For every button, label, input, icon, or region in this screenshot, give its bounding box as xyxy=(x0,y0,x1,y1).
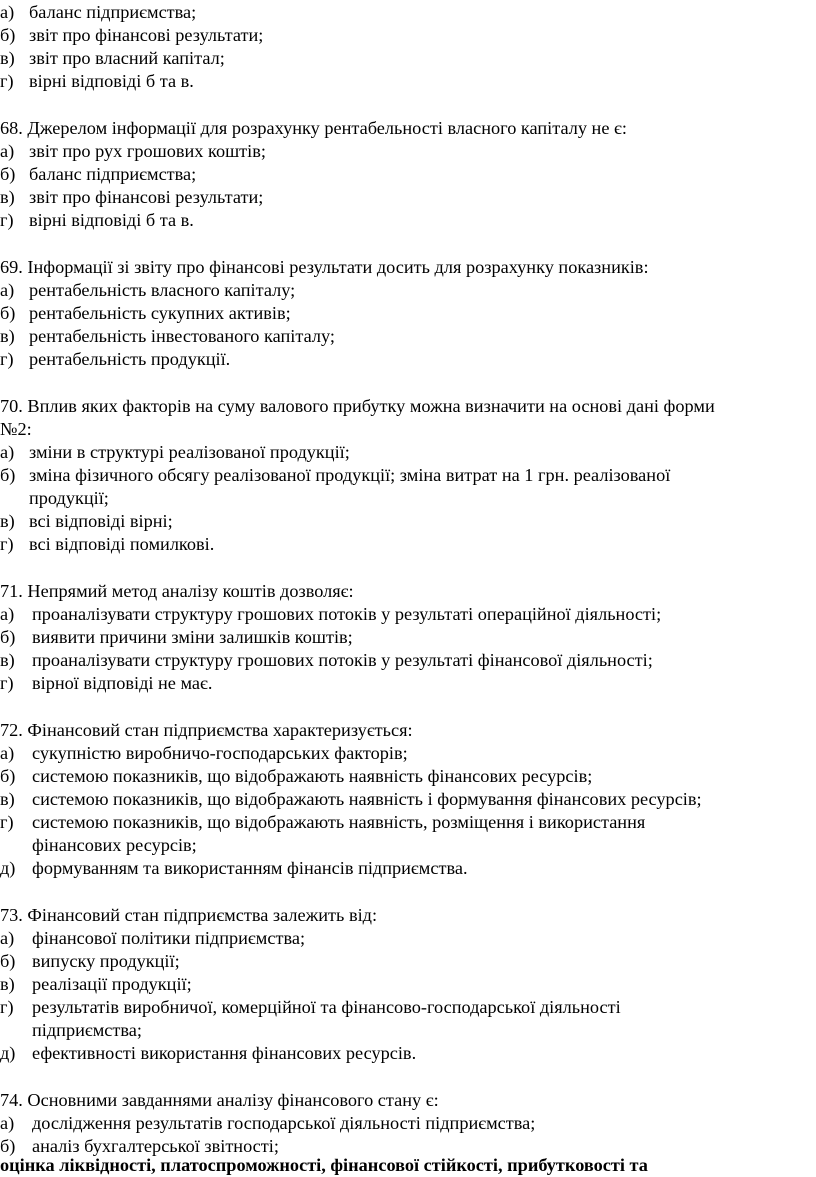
question-68: 68. Джерелом інформації для розрахунку рентабельності власного капіталу не є: xyxy=(0,118,627,138)
question-69: 69. Інформації зі звіту про фінансові результати досить для розрахунку показників: xyxy=(0,257,649,277)
question-72: 72. Фінансовий стан підприємства характеризується: xyxy=(0,720,413,740)
question-70-continued: №2: xyxy=(0,419,32,439)
question-70: 70. Вплив яких факторів на суму валового прибутку можна визначити на основі дані форми xyxy=(0,396,715,416)
option-c-bold: оцінка ліквідності, платоспроможності, фінансової стійкості, прибутковості та xyxy=(0,1155,648,1175)
question-74: 74. Основними завданнями аналізу фінансового стану є: xyxy=(0,1090,439,1110)
question-71: 71. Непрямий метод аналізу коштів дозволяє: xyxy=(0,581,354,601)
question-73: 73. Фінансовий стан підприємства залежить від: xyxy=(0,905,378,925)
